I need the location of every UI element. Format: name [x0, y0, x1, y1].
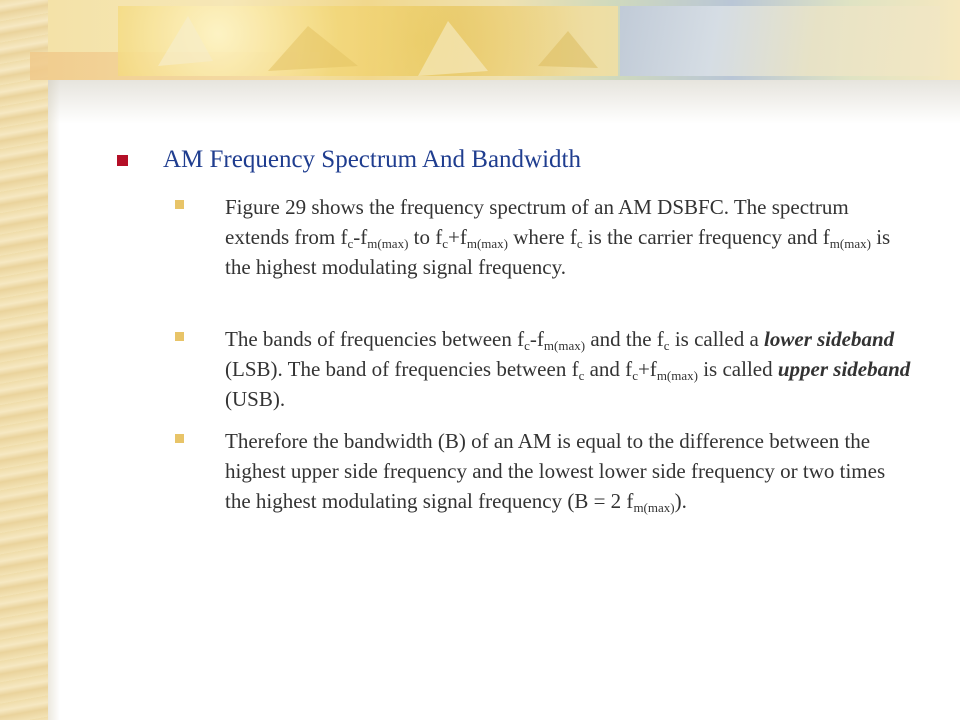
sub-bullet-marker	[175, 200, 184, 209]
slide-heading: AM Frequency Spectrum And Bandwidth	[163, 146, 582, 173]
sub-bullet-marker	[175, 434, 184, 443]
paragraph-2: The bands of frequencies between $f_c-f_{m(max)}$ and the $f_c$ is called a lower sideband (LSB). The band of frequencies between $f_c$ and $f_c+f_{m(max)}$ is called upper sideband (USB).	[225, 327, 911, 411]
paragraph-1: Figure 29 shows the frequency spectrum of an AM DSBFC. The spectrum extends from $f_c-f_{m(max)}$ to $f_c+f_{m(max)}$ where $f_c$ is the carrier frequency and $f_{m(max)}$ is the highest modulating signal frequency.	[225, 195, 891, 279]
main-bullet-marker	[117, 155, 128, 166]
paragraph-3: Therefore the bandwidth (B) of an AM is equal to the difference between the highest upper side frequency and the lowest lower side frequency or two times the highest modulating signal frequency (B = 2 $f_{m(max)}$).	[225, 429, 886, 515]
term-upper-sideband: upper sideband	[777, 357, 911, 381]
term-lower-sideband: lower sideband	[764, 327, 895, 351]
sub-bullet-marker	[175, 332, 184, 341]
